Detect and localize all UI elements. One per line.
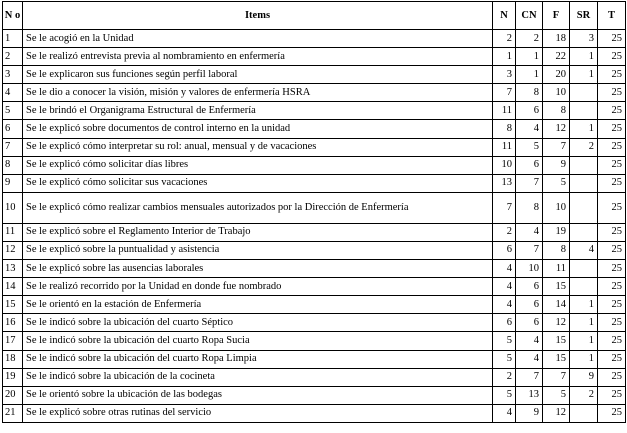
cell-t: 25 <box>598 138 626 156</box>
table-row <box>3 350 626 368</box>
cell-t: 25 <box>598 30 626 48</box>
table-row <box>3 223 626 241</box>
cell-t: 25 <box>598 223 626 241</box>
cell-no: 14 <box>3 278 23 296</box>
cell-no: 11 <box>3 223 23 241</box>
cell-t: 25 <box>598 332 626 350</box>
cell-item: Se le realizó entrevista previa al nombramiento en enfermería <box>23 48 493 66</box>
cell-sr <box>570 156 598 174</box>
cell-no: 21 <box>3 404 23 422</box>
cell-sr <box>570 174 598 192</box>
header-no: N o <box>3 2 23 30</box>
header-cn: CN <box>516 2 543 30</box>
cell-f: 5 <box>543 386 570 404</box>
table-row <box>3 260 626 278</box>
cell-n: 1 <box>493 48 516 66</box>
table-row <box>3 241 626 259</box>
table-row <box>3 48 626 66</box>
cell-item: Se le realizó recorrido por la Unidad en donde fue nombrado <box>23 278 493 296</box>
cell-f: 8 <box>543 241 570 259</box>
cell-f: 19 <box>543 223 570 241</box>
table-row <box>3 368 626 386</box>
cell-sr <box>570 192 598 223</box>
cell-n: 10 <box>493 156 516 174</box>
cell-no: 9 <box>3 174 23 192</box>
cell-item: Se le indicó sobre la ubicación de la cocineta <box>23 368 493 386</box>
cell-cn: 6 <box>516 156 543 174</box>
cell-n: 6 <box>493 314 516 332</box>
cell-n: 2 <box>493 368 516 386</box>
cell-no: 8 <box>3 156 23 174</box>
cell-cn: 7 <box>516 241 543 259</box>
cell-f: 18 <box>543 30 570 48</box>
cell-t: 25 <box>598 192 626 223</box>
cell-cn: 6 <box>516 296 543 314</box>
cell-f: 7 <box>543 138 570 156</box>
cell-f: 12 <box>543 120 570 138</box>
cell-t: 25 <box>598 84 626 102</box>
table-row <box>3 192 626 223</box>
table-row <box>3 66 626 84</box>
cell-n: 5 <box>493 332 516 350</box>
header-t: T <box>598 2 626 30</box>
cell-n: 5 <box>493 350 516 368</box>
table-row <box>3 314 626 332</box>
cell-f: 15 <box>543 332 570 350</box>
cell-no: 7 <box>3 138 23 156</box>
table-row <box>3 386 626 404</box>
cell-item: Se le explicó sobre la puntualidad y asistencia <box>23 241 493 259</box>
cell-item: Se le explicó cómo solicitar días libres <box>23 156 493 174</box>
cell-sr: 1 <box>570 350 598 368</box>
table-row <box>3 404 626 422</box>
cell-t: 25 <box>598 48 626 66</box>
cell-no: 15 <box>3 296 23 314</box>
cell-f: 10 <box>543 84 570 102</box>
cell-item: Se le explicó sobre las ausencias laborales <box>23 260 493 278</box>
cell-n: 13 <box>493 174 516 192</box>
cell-n: 4 <box>493 404 516 422</box>
cell-sr: 9 <box>570 368 598 386</box>
cell-cn: 4 <box>516 120 543 138</box>
header-sr: SR <box>570 2 598 30</box>
cell-f: 7 <box>543 368 570 386</box>
cell-n: 4 <box>493 260 516 278</box>
cell-n: 4 <box>493 278 516 296</box>
cell-t: 25 <box>598 156 626 174</box>
cell-n: 6 <box>493 241 516 259</box>
table-row <box>3 332 626 350</box>
cell-t: 25 <box>598 296 626 314</box>
cell-f: 12 <box>543 404 570 422</box>
cell-n: 5 <box>493 386 516 404</box>
cell-t: 25 <box>598 66 626 84</box>
cell-item: Se le explicó sobre el Reglamento Interior de Trabajo <box>23 223 493 241</box>
table-row <box>3 296 626 314</box>
cell-cn: 8 <box>516 84 543 102</box>
cell-cn: 4 <box>516 223 543 241</box>
table-row <box>3 278 626 296</box>
cell-item: Se le explicó cómo realizar cambios mensuales autorizados por la Dirección de Enfermería <box>23 192 493 223</box>
cell-no: 16 <box>3 314 23 332</box>
cell-sr <box>570 102 598 120</box>
cell-sr <box>570 260 598 278</box>
cell-sr: 1 <box>570 48 598 66</box>
cell-item: Se le indicó sobre la ubicación del cuarto Ropa Sucia <box>23 332 493 350</box>
cell-sr: 1 <box>570 332 598 350</box>
table-row <box>3 174 626 192</box>
table-row <box>3 138 626 156</box>
cell-item: Se le explicó sobre otras rutinas del servicio <box>23 404 493 422</box>
cell-n: 11 <box>493 138 516 156</box>
cell-item: Se le brindó el Organigrama Estructural de Enfermería <box>23 102 493 120</box>
cell-f: 12 <box>543 314 570 332</box>
cell-t: 25 <box>598 260 626 278</box>
cell-sr: 3 <box>570 30 598 48</box>
cell-f: 15 <box>543 350 570 368</box>
cell-sr <box>570 223 598 241</box>
cell-no: 19 <box>3 368 23 386</box>
cell-t: 25 <box>598 350 626 368</box>
cell-f: 22 <box>543 48 570 66</box>
cell-no: 2 <box>3 48 23 66</box>
cell-t: 25 <box>598 314 626 332</box>
cell-t: 25 <box>598 386 626 404</box>
cell-cn: 4 <box>516 350 543 368</box>
cell-cn: 1 <box>516 66 543 84</box>
cell-n: 7 <box>493 84 516 102</box>
cell-item: Se le dio a conocer la visión, misión y valores de enfermería HSRA <box>23 84 493 102</box>
cell-no: 17 <box>3 332 23 350</box>
survey-table <box>2 1 626 423</box>
cell-sr: 1 <box>570 296 598 314</box>
cell-t: 25 <box>598 102 626 120</box>
cell-t: 25 <box>598 174 626 192</box>
cell-n: 2 <box>493 223 516 241</box>
cell-item: Se le explicó cómo interpretar su rol: anual, mensual y de vacaciones <box>23 138 493 156</box>
cell-f: 9 <box>543 156 570 174</box>
cell-t: 25 <box>598 278 626 296</box>
cell-no: 6 <box>3 120 23 138</box>
cell-n: 2 <box>493 30 516 48</box>
cell-sr <box>570 84 598 102</box>
cell-f: 10 <box>543 192 570 223</box>
cell-no: 5 <box>3 102 23 120</box>
cell-t: 25 <box>598 404 626 422</box>
cell-cn: 2 <box>516 30 543 48</box>
cell-sr: 1 <box>570 66 598 84</box>
cell-sr <box>570 278 598 296</box>
cell-item: Se le explicó sobre documentos de control interno en la unidad <box>23 120 493 138</box>
table-row <box>3 30 626 48</box>
cell-no: 10 <box>3 192 23 223</box>
cell-sr: 2 <box>570 138 598 156</box>
table-row <box>3 84 626 102</box>
cell-no: 18 <box>3 350 23 368</box>
cell-item: Se le explicó cómo solicitar sus vacaciones <box>23 174 493 192</box>
cell-cn: 10 <box>516 260 543 278</box>
cell-f: 11 <box>543 260 570 278</box>
header-items: Items <box>23 2 493 30</box>
cell-sr: 1 <box>570 120 598 138</box>
cell-cn: 6 <box>516 314 543 332</box>
cell-n: 7 <box>493 192 516 223</box>
cell-sr: 2 <box>570 386 598 404</box>
cell-n: 4 <box>493 296 516 314</box>
table-body <box>3 30 626 423</box>
cell-cn: 5 <box>516 138 543 156</box>
cell-sr: 1 <box>570 314 598 332</box>
cell-cn: 1 <box>516 48 543 66</box>
table-row <box>3 102 626 120</box>
cell-item: Se le orientó en la estación de Enfermería <box>23 296 493 314</box>
cell-cn: 6 <box>516 102 543 120</box>
header-n: N <box>493 2 516 30</box>
cell-cn: 4 <box>516 332 543 350</box>
cell-sr: 4 <box>570 241 598 259</box>
cell-item: Se le orientó sobre la ubicación de las bodegas <box>23 386 493 404</box>
cell-f: 8 <box>543 102 570 120</box>
table-row <box>3 156 626 174</box>
cell-no: 13 <box>3 260 23 278</box>
table-header-row <box>3 2 626 30</box>
cell-no: 4 <box>3 84 23 102</box>
cell-f: 14 <box>543 296 570 314</box>
cell-t: 25 <box>598 241 626 259</box>
cell-n: 11 <box>493 102 516 120</box>
cell-item: Se le indicó sobre la ubicación del cuarto Ropa Limpia <box>23 350 493 368</box>
cell-cn: 7 <box>516 174 543 192</box>
cell-t: 25 <box>598 368 626 386</box>
cell-sr <box>570 404 598 422</box>
cell-f: 15 <box>543 278 570 296</box>
cell-t: 25 <box>598 120 626 138</box>
table-row <box>3 120 626 138</box>
cell-cn: 9 <box>516 404 543 422</box>
cell-item: Se le acogió en la Unidad <box>23 30 493 48</box>
cell-no: 3 <box>3 66 23 84</box>
cell-f: 5 <box>543 174 570 192</box>
header-f: F <box>543 2 570 30</box>
cell-cn: 7 <box>516 368 543 386</box>
cell-n: 3 <box>493 66 516 84</box>
cell-cn: 8 <box>516 192 543 223</box>
cell-item: Se le explicaron sus funciones según perfil laboral <box>23 66 493 84</box>
cell-item: Se le indicó sobre la ubicación del cuarto Séptico <box>23 314 493 332</box>
cell-no: 20 <box>3 386 23 404</box>
cell-no: 1 <box>3 30 23 48</box>
cell-cn: 6 <box>516 278 543 296</box>
cell-n: 8 <box>493 120 516 138</box>
cell-cn: 13 <box>516 386 543 404</box>
cell-f: 20 <box>543 66 570 84</box>
cell-no: 12 <box>3 241 23 259</box>
